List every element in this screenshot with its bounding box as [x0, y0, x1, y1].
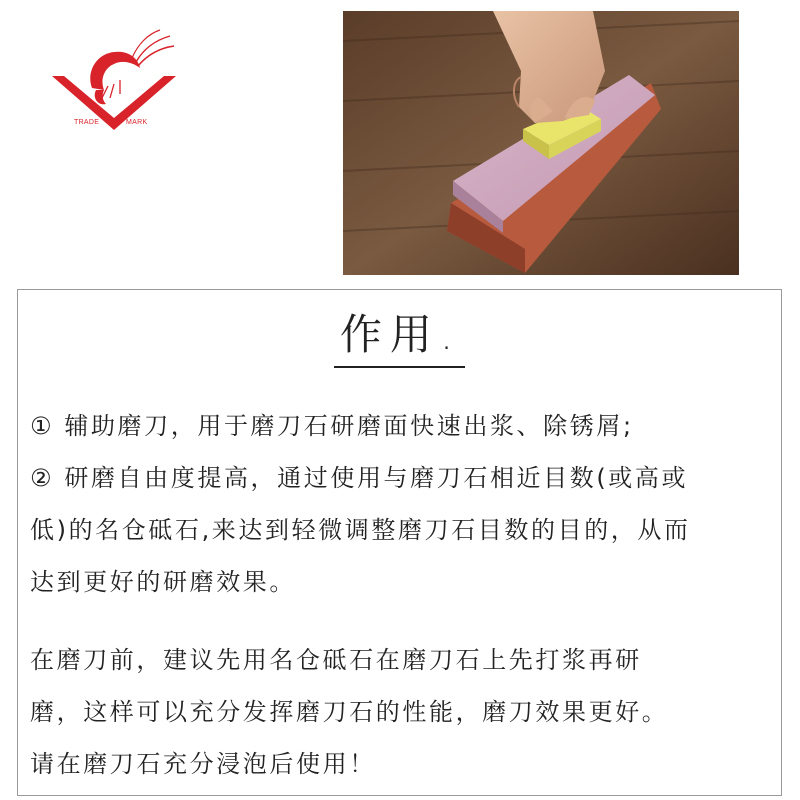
usage-panel — [17, 289, 782, 796]
trademark-logo — [52, 28, 182, 138]
usage-paragraph — [30, 400, 773, 608]
heading-text: 作用. — [334, 306, 465, 368]
advice-line: 磨，这样可以充分发挥磨刀石的性能，磨刀效果更好。 — [30, 698, 669, 726]
usage-line: 达到更好的研磨效果。 — [30, 568, 296, 596]
shrimp-trademark-icon — [52, 28, 182, 138]
mark-label: MARK — [126, 119, 148, 126]
advice-line: 在磨刀前，建议先用名仓砥石在磨刀石上先打浆再研 — [30, 646, 642, 674]
trade-label: TRADE — [74, 119, 100, 126]
whetstone-photo — [343, 11, 739, 275]
usage-line: ① 辅助磨刀，用于磨刀石研磨面快速出浆、除锈屑; — [30, 412, 634, 440]
section-heading — [18, 306, 781, 368]
advice-line: 请在磨刀石充分浸泡后使用！ — [30, 750, 376, 778]
usage-line: ② 研磨自由度提高，通过使用与磨刀石相近目数(或高或 — [30, 464, 689, 492]
advice-paragraph — [30, 634, 773, 790]
usage-line: 低)的名仓砥石,来达到轻微调整磨刀石目数的目的，从而 — [30, 516, 691, 544]
